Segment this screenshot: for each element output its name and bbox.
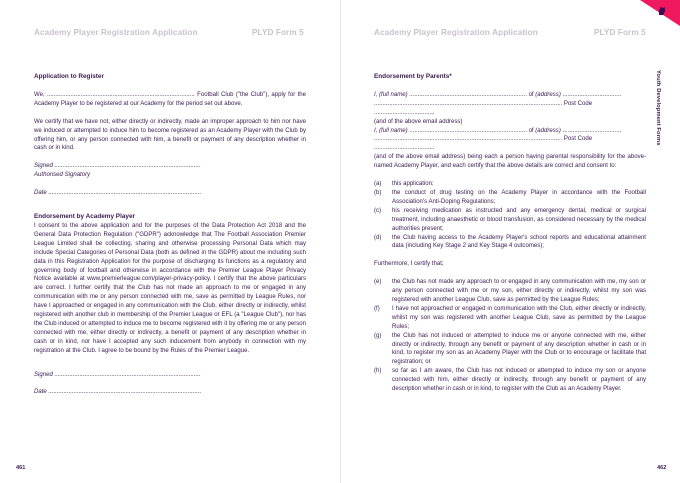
- address-blank-2: ...................................: [560, 127, 622, 134]
- full-name-label: I, (full name): [374, 91, 408, 98]
- list-item-key: (f): [374, 305, 380, 312]
- page-spread-divider: [340, 0, 341, 483]
- email-note: (and of the above email address): [374, 118, 463, 125]
- side-section-label: Youth Development Forms: [655, 70, 661, 146]
- full-name-blank: ...................................................................... of: [407, 91, 536, 98]
- list-item: [374, 189, 646, 207]
- list-item-text: the Club having access to the Academy Player's school reports and educational attainment data (including Key Stage 2 and Key Stage 4 outcomes);: [392, 234, 646, 250]
- list-item-key: (c): [374, 207, 382, 214]
- parent2-name-line[interactable]: [374, 127, 646, 136]
- premier-league-lion-icon: [657, 6, 667, 16]
- consent-paragraph: (and of the above email address) being each a person having parental responsibility for the above-named Academy Player, and each certify that the above details are correct and consent to:: [374, 154, 646, 170]
- player-endorsement-paragraph: I consent to the above application and for the purposes of the Data Protection Act 2018 and the General Data Protection Regulation ("GDPR") acknowledge that The Football Association Premier League Limited shall be collecting, sharing and otherwise processing Personal Data which may include Special Categories of Personal Data (both as defined in the GDPR) about me including such data in this Registration Application for the purpose of discharging its functions as a regulatory and governing body of football and otherwise in accordance with the Premier League Player Privacy Notice available at www.premierleague.com/player-privacy-policy. I certify that the above particulars are correct. I further certify that the Club has not made an approach to me or engaged in any communication with me or any person connected with me, save as permitted by League Rules, nor have I approached or engaged in any communication with the Club, either directly or indirectly, whilst registered with another club in membership of the Premier League or EFL (a "League Club"), nor has the Club induced or attempted to induce me to become registered with it by offering me or any person connected with me, either directly or indirectly, a benefit or payment of any description whether in cash or in kind, nor have I accepted any such inducement from anybody in connection with my registration at the Club. I agree to be bound by the Rules of the Premier League.: [34, 222, 306, 354]
- player-date-line[interactable]: Date ...........................................................................................: [34, 389, 202, 396]
- address-blank: ...................................: [560, 91, 622, 98]
- certify-list: [374, 278, 646, 394]
- list-item: [374, 207, 646, 234]
- full-name-blank-2: ...................................................................... of: [407, 127, 536, 134]
- player-signed-line[interactable]: Signed .......................................................................................: [34, 371, 201, 378]
- full-name-label-2: I, (full name): [374, 127, 408, 134]
- address-label: (address): [535, 91, 561, 98]
- list-item: [374, 234, 646, 252]
- application-heading: Application to Register: [34, 73, 104, 80]
- right-column: [374, 73, 646, 394]
- list-item-key: (e): [374, 279, 382, 286]
- list-item-text: so far as I am aware, the Club has not induced or attempted to induce my son or anyone connected with him, either directly or indirectly, through any benefit or payment of any description whether in cash or in kind, to register with the Club as an Academy Player.: [392, 368, 646, 393]
- authorised-signatory-label: Authorised Signatory: [34, 172, 91, 179]
- consent-list: [374, 180, 646, 251]
- list-item: [374, 278, 646, 305]
- right-header-title: Academy Player Registration Application: [374, 28, 538, 37]
- address-label-2: (address): [535, 127, 561, 134]
- application-paragraph-2: We certify that we have not, either directly or indirectly, made an improper approach to him nor have we induced or attempted to induce him to become registered as an Academy Player with the Club by offering him, or any person connected with him, a benefit or payment of any description whether in cash or in kind.: [34, 118, 306, 152]
- list-item: [374, 332, 646, 368]
- date-line[interactable]: Date ...........................................................................................: [34, 190, 202, 197]
- list-item: [374, 367, 646, 394]
- left-column: [34, 73, 306, 397]
- list-item: [374, 180, 646, 189]
- player-endorsement-heading: Endorsement by Academy Player: [34, 213, 135, 221]
- application-paragraph-1: We, ........................................................................................ Football Club ("the Club"), apply for the Academy Player to be registered at our Academy for the period set out above.: [34, 91, 306, 107]
- parent1-postcode-line[interactable]: ................................................................................................................ Post Code ....................................: [374, 100, 593, 116]
- list-item-text: his receiving medication as instructed and any emergency dental, medical or surgical treatment, including anaesthetic or blood transfusion, as considered necessary by the medical authorities present;: [392, 207, 646, 232]
- list-item-text: I have not approached or engaged in communication with the Club, either directly or indirectly, whilst my son was registered with another League Club, save as permitted by the League Rules;: [392, 305, 646, 330]
- list-item-text: the Club has not induced or attempted to induce me or anyone connected with me, either directly or indirectly, through any benefit or payment of any description whether in cash or in kind, to register my son as an Academy Player with the Club or to encourage or facilitate that registration; or: [392, 332, 646, 366]
- furthermore-line: Furthermore, I certify that;: [374, 261, 444, 268]
- right-page-number: 462: [657, 465, 667, 471]
- list-item: [374, 305, 646, 332]
- list-item-key: (g): [374, 332, 382, 339]
- parent1-name-line[interactable]: [374, 91, 646, 100]
- list-item-text: the conduct of drug testing on the Academy Player in accordance with the Football Association's Anti-Doping Regulations;: [392, 189, 646, 205]
- parent-endorsement-heading: Endorsement by Parents*: [374, 73, 452, 80]
- list-item-key: (a): [374, 181, 382, 188]
- list-item-text: this application;: [392, 181, 434, 188]
- list-item-key: (b): [374, 189, 382, 196]
- list-item-key: (d): [374, 234, 382, 241]
- signed-line[interactable]: Signed .......................................................................................: [34, 163, 201, 170]
- right-header-form: PLYD Form 5: [594, 28, 646, 37]
- left-page-number: 461: [16, 465, 26, 471]
- list-item-key: (h): [374, 368, 382, 375]
- list-item-text: the Club has not made any approach to or engaged in any communication with me, my son or any person connected with me or my son, either directly or indirectly, whilst my son was registered with another League Club, save as permitted by the League Rules;: [392, 279, 646, 304]
- left-header-title: Academy Player Registration Application: [34, 28, 198, 37]
- left-header-form: PLYD Form 5: [252, 28, 304, 37]
- parent2-postcode-line[interactable]: ................................................................................................................ Post Code ....................................: [374, 136, 593, 152]
